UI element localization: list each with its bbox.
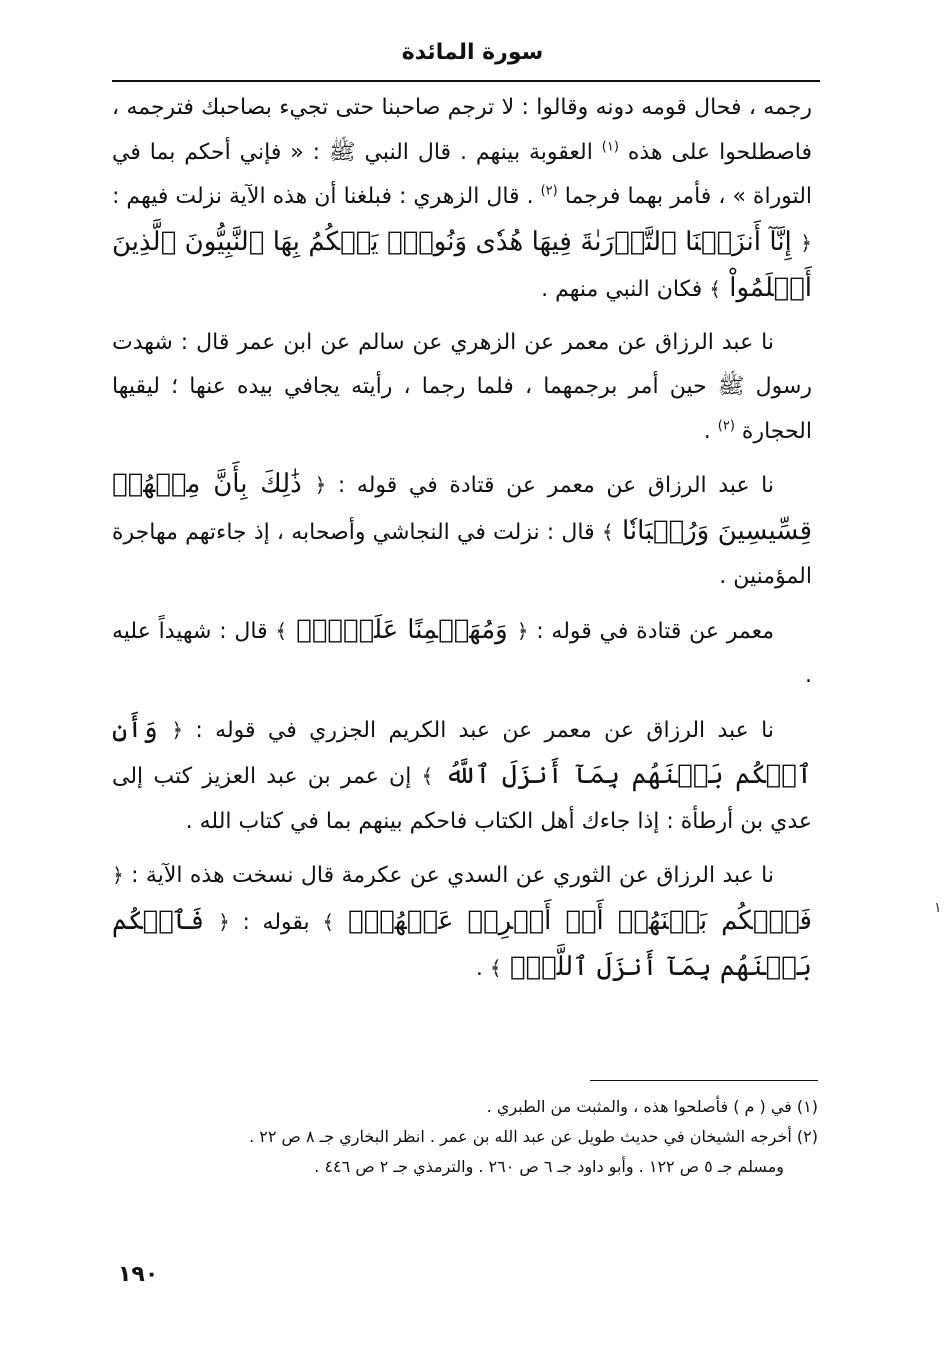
text-run: . [475,956,490,981]
quran-verse: ذَٰلِكَ بِأَنَّ مِنۡهُمۡ قِسِّيسِينَ وَرُهۡبَانٗا [112,469,813,546]
text-run: نا عبد الرزاق عن معمر عن الزهري عن سالم عن ابن عمر قال : شهدت رسول ﷺ حين أمر برجمهما ، فلما رجما ، رأيته يجافي بيده عنها ؛ ليقيها الحجارة [112,329,812,444]
paragraph [112,462,812,600]
quran-verse: وَأَنِ ٱحۡكُم بَيۡنَهُم بِمَآ أَنزَلَ ٱللَّهُ [112,713,812,790]
text-run: نا عبد الرزاق عن الثوري عن السدي عن عكرمة قال نسخت هذه الآية : [123,863,774,888]
text-run: رجمه ، فحال قومه دونه وقالوا : لا ترجم صاحبنا حتى تجيء بصاحبك فترجمه ، فاصطلحوا على هذه [112,95,812,165]
text-run: . قال الزهري : فبلغنا أن هذه الآية نزلت فيهم : [112,184,541,209]
text-run: نا عبد الرزاق عن معمر عن عبد الكريم الجزري في قوله : [183,717,774,743]
quran-verse: وَمُهَيۡمِنًا عَلَيۡهِۖ [287,614,517,645]
text-run: قال : نزلت في النجاشي وأصحابه ، إذ جاءتهم مهاجرة المؤمنين . [112,519,812,589]
footnote-continuation: ومسلم جـ ٥ ص ١٢٢ . وأبو داود جـ ٦ ص ٢٦٠ . والترمذي جـ ٢ ص ٤٤٦ . [314,1157,784,1176]
ornate-bracket: ﴿ [314,473,327,497]
ornate-bracket: ﴾ [421,764,434,788]
text-run: إن عمر بن عبد العزيز كتب إلى عدي بن أرطأة : إذا جاءك أهل الكتاب فاحكم بينهم بما في كتاب الله . [112,764,812,834]
ornate-bracket: ﴾ [489,956,502,980]
footnote-rule [590,1080,818,1081]
ornate-bracket: ﴾ [709,277,721,301]
text-run: العقوبة بينهم . قال النبي ﷺ : « فإني أحكم بما في التوراة » ، فأمر بهما فرجما [112,139,813,209]
text-run: معمر عن قتادة في قوله : [528,618,774,644]
footnote-ref: (٢) [717,418,735,434]
header-rule [112,80,820,82]
main-text [112,86,812,992]
footnote: (١) في ( م ) فأصلحوا هذه ، والمثبت من الطبري . [486,1097,818,1116]
ornate-bracket: ﴿ [112,863,124,887]
footnote: (٢) أخرجه الشيخان في حديث طويل عن عبد الله بن عمر . انظر البخاري جـ ٨ ص ٢٢ . [249,1127,818,1146]
text-run: فكان النبي منهم . [541,277,710,302]
ornate-bracket: ﴾ [322,909,335,934]
text-run: نا عبد الرزاق عن معمر عن قتادة في قوله : [326,473,774,498]
ornate-bracket: ﴿ [171,717,184,742]
text-run: . [703,418,718,444]
ornate-bracket: ﴿ [516,618,529,643]
running-title: سورة المائدة [401,40,544,65]
text-run: قال : شهيداً عليه . [112,618,812,688]
paragraph [112,86,812,313]
paragraph [112,608,812,699]
quran-verse: فَٱحۡكُم بَيۡنَهُمۡ أَوۡ أَعۡرِضۡ عَنۡهُمۡۖ [334,905,812,936]
margin-mark: ١ [934,900,942,916]
ornate-bracket: ﴿ [800,230,812,255]
footnote-ref: (٢) [540,183,558,199]
ornate-bracket: ﴿ [218,909,230,934]
quran-verse: إِنَّآ أَنزَلۡنَا ٱلتَّوۡرَىٰةَ فِيهَا هُدٗى وَنُورٞۚ يَحۡكُمُ بِهَا ٱلنَّبِيُّونَ ٱلَّذِينَ أَسۡلَمُواْ [112,226,812,303]
ornate-bracket: ﴾ [601,519,614,544]
footnotes [150,1092,818,1182]
page-number: ١٩٠ [118,1262,159,1287]
paragraph [112,852,812,992]
text-run: بقوله : [229,909,323,935]
quran-verse: فَٱحۡكُم بَيۡنَهُم بِمَآ أَنزَلَ ٱللَّهُۖ [112,905,812,982]
paragraph [112,321,812,455]
paragraph [112,707,812,845]
ornate-bracket: ﴾ [275,618,288,643]
footnote-ref: (١) [601,139,619,155]
